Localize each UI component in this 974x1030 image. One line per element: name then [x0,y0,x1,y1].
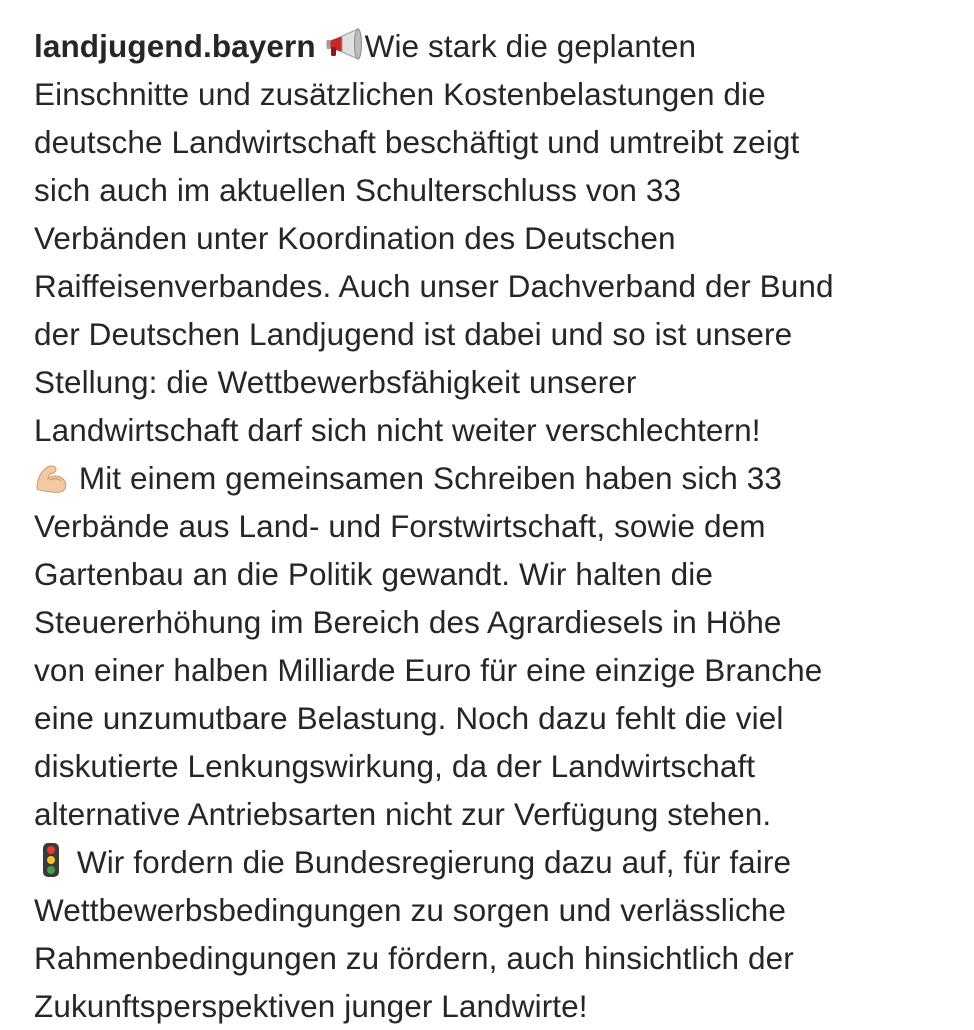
caption-line: diskutierte Lenkungswirkung, da der Landwirtschaft [34,748,756,784]
caption-line: Mit einem gemeinsamen Schreiben haben sich 33 [34,454,940,502]
caption-line: Rahmenbedingungen zu fördern, auch hinsichtlich der [34,940,794,976]
caption-line: Steuererhöhung im Bereich des Agrardiesels in Höhe [34,604,782,640]
caption-line: Stellung: die Wettbewerbsfähigkeit unserer [34,364,637,400]
post-caption [34,22,940,1030]
caption-line: Wettbewerbsbedingungen zu sorgen und verlässliche [34,892,787,928]
username-link[interactable]: landjugend.bayern [34,28,316,64]
vertical-traffic-light-icon [34,842,68,878]
caption-line: Verbänden unter Koordination des Deutschen [34,220,676,256]
caption-line: Einschnitte und zusätzlichen Kostenbelastungen die [34,76,766,112]
caption-line: eine unzumutbare Belastung. Noch dazu fehlt die viel [34,700,784,736]
flexed-biceps-icon [34,462,70,494]
caption-line: Gartenbau an die Politik gewandt. Wir halten die [34,556,713,592]
caption-line: Raiffeisenverbandes. Auch unser Dachverband der Bund [34,268,834,304]
caption-line: Wir fordern die Bundesregierung dazu auf, für faire [34,838,940,886]
caption-line: alternative Antriebsarten nicht zur Verfügung stehen. [34,796,772,832]
megaphone-icon [325,28,365,62]
caption-line: Landwirtschaft darf sich nicht weiter verschlechtern! [34,412,761,448]
caption-line: deutsche Landwirtschaft beschäftigt und umtreibt zeigt [34,124,800,160]
caption-line: sich auch im aktuellen Schulterschluss von 33 [34,172,682,208]
caption-line: Verbände aus Land- und Forstwirtschaft, sowie dem [34,508,766,544]
caption-line: der Deutschen Landjugend ist dabei und so ist unsere [34,316,793,352]
caption-line: von einer halben Milliarde Euro für eine einzige Branche [34,652,823,688]
caption-line: landjugend.bayern Wie stark die geplanten [34,28,697,64]
caption-line: Zukunftsperspektiven junger Landwirte! [34,988,588,1024]
